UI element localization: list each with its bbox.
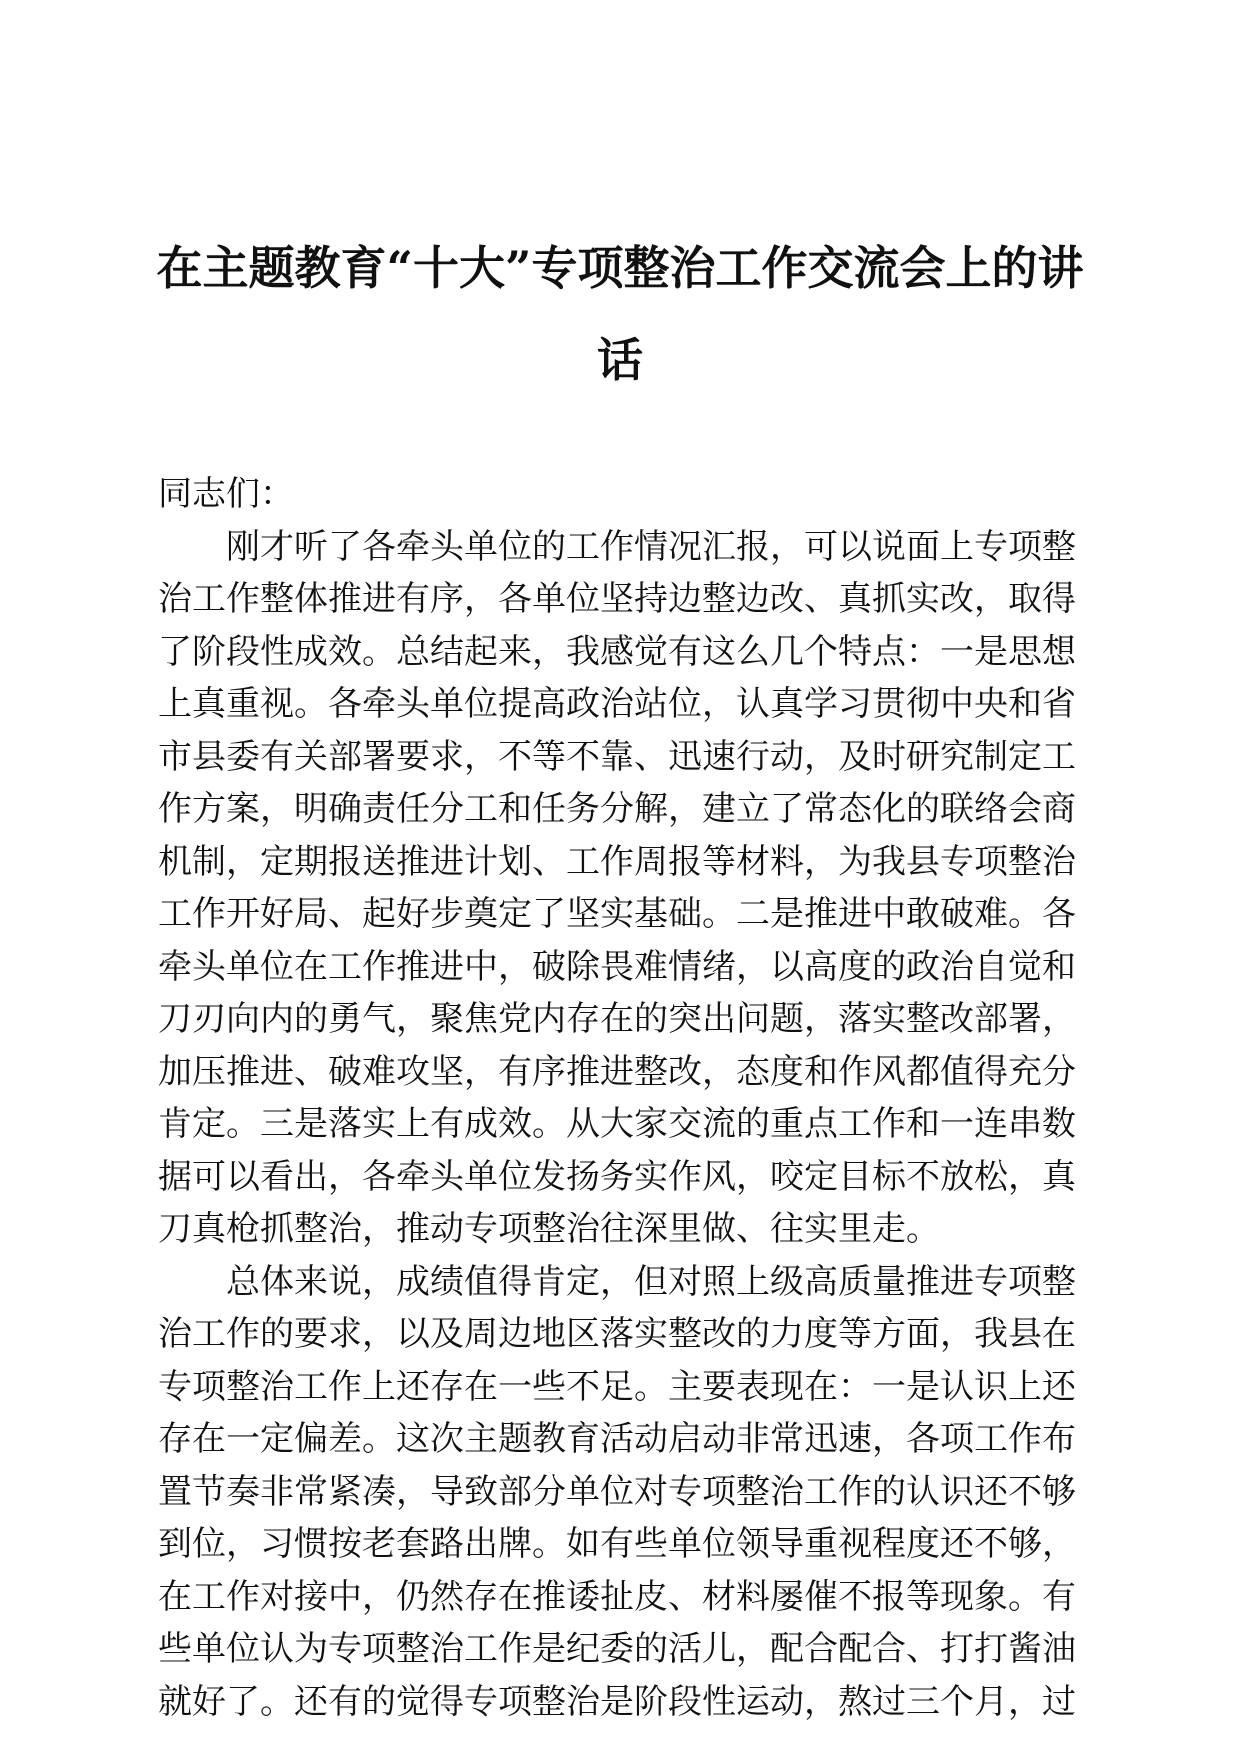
paragraph-1: 刚才听了各牵头单位的工作情况汇报，可以说面上专项整治工作整体推进有序，各单位坚持边整边改、真抓实改，取得了阶段性成效。总结起来，我感觉有这么几个特点：一是思想上真重视。各牵头单位提高政治站位，认真学习贯彻中央和省市县委有关部署要求，不等不靠、迅速行动，及时研究制定工作方案，明确责任分工和任务分解，建立了常态化的联络会商机制，定期报送推进计划、工作周报等材料，为我县专项整治工作开好局、起好步奠定了坚实基础。二是推进中敢破难。各牵头单位在工作推进中，破除畏难情绪，以高度的政治自觉和刀刃向内的勇气，聚焦党内存在的突出问题，落实整改部署，加压推进、破难攻坚，有序推进整改，态度和作风都值得充分肯定。三是落实上有成效。从大家交流的重点工作和一连串数据可以看出，各牵头单位发扬务实作风，咬定目标不放松，真刀真枪抓整治，推动专项整治往深里做、往实里走。 <box>158 526 1076 1249</box>
document-body <box>158 468 1076 1728</box>
salutation: 同志们： <box>158 474 294 514</box>
paragraph-2: 总体来说，成绩值得肯定，但对照上级高质量推进专项整治工作的要求，以及周边地区落实整改的力度等方面，我县在专项整治工作上还存在一些不足。主要表现在：一是认识上还存在一定偏差。这次主题教育活动启动非常迅速，各项工作布置节奏非常紧凑，导致部分单位对专项整治工作的认识还不够到位，习惯按老套路出牌。如有些单位领导重视程度还不够，在工作对接中，仍然存在推诿扯皮、材料屡催不报等现象。有些单位认为专项整治工作是纪委的活儿，配合配合、打打酱油就好了。还有的觉得专项整治是阶段性运动，熬过三个月，过 <box>158 1261 1076 1722</box>
document-title: 在主题教育“十大”专项整治工作交流会上的讲话 <box>156 241 1084 387</box>
